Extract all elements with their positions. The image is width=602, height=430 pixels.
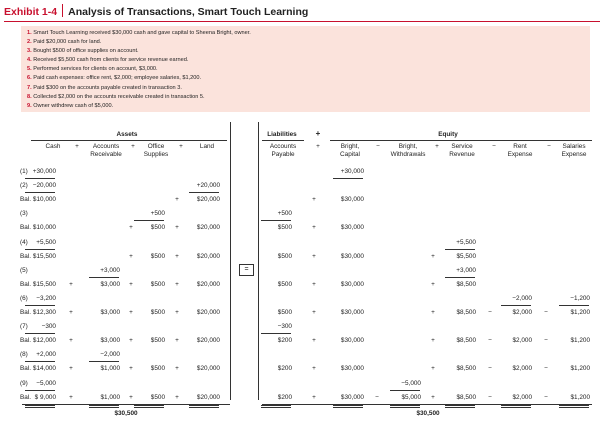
cell-ar: $1,000: [100, 393, 120, 401]
cell-ap: $500: [277, 280, 292, 288]
cell-land: $20,000: [196, 252, 220, 260]
row-op: −: [488, 309, 492, 316]
cell-sr: $5,500: [456, 252, 476, 260]
assets-heading: Assets: [116, 131, 138, 138]
final-double-underline: [89, 405, 119, 406]
row-label: (1): [20, 168, 28, 175]
entry-underline: [189, 192, 219, 193]
col-se-line1: Salaries: [562, 143, 586, 150]
row-op: +: [431, 252, 435, 260]
row-op: +: [175, 309, 179, 316]
vertical-divider-left: [230, 122, 231, 400]
cell-bc: $30,000: [340, 196, 364, 204]
transaction-text: Performed services for clients on account, $3,000.: [33, 66, 158, 73]
final-double-underline: [333, 405, 363, 406]
cell-ar: $3,000: [100, 280, 120, 288]
final-double-underline: [261, 407, 291, 408]
cell-cash: $14,000: [32, 365, 56, 373]
header-op: −: [547, 143, 551, 150]
liab-equity-total: $30,500: [416, 410, 440, 417]
header-op: +: [179, 143, 183, 150]
cell-ap: $500: [277, 309, 292, 316]
final-double-underline: [134, 405, 164, 406]
row-label: Bal.: [20, 365, 32, 373]
final-double-underline: [189, 405, 219, 406]
vertical-divider-right: [258, 122, 259, 400]
cell-cash: −3,200: [36, 294, 56, 302]
transaction-number: 6.: [27, 75, 32, 82]
cell-land: $20,000: [196, 280, 220, 288]
transaction-number: 3.: [27, 48, 32, 55]
entry-underline: [390, 390, 420, 391]
col-os-line1: Office: [147, 143, 165, 150]
entry-underline: [25, 305, 55, 306]
cell-se: $1,200: [570, 309, 590, 316]
cell-sr: $8,500: [456, 365, 476, 373]
row-op: +: [312, 252, 316, 260]
row-op: +: [69, 365, 73, 373]
row-label: (9): [20, 379, 28, 387]
row-op: +: [69, 393, 73, 401]
transaction-text: Paid cash expenses: office rent, $2,000; employee salaries, $1,200.: [33, 75, 202, 82]
row-op: +: [431, 393, 435, 401]
cell-bc: $30,000: [340, 337, 364, 345]
row-label: (6): [20, 294, 28, 302]
row-op: +: [129, 309, 133, 316]
cell-re: $2,000: [512, 309, 532, 316]
row-label: Bal.: [20, 337, 32, 345]
liabilities-heading-rule: [262, 140, 304, 141]
cell-re: −2,000: [512, 294, 532, 302]
final-double-underline: [89, 407, 119, 408]
row-label: Bal.: [20, 196, 32, 204]
cell-ap: $200: [277, 393, 292, 401]
cell-os: +500: [150, 210, 165, 218]
cell-re: $2,000: [512, 337, 532, 345]
row-op: +: [431, 337, 435, 345]
cell-cash: +5,500: [36, 238, 56, 246]
cell-bc: $30,000: [340, 280, 364, 288]
header-op: −: [492, 143, 496, 150]
row-op: +: [175, 196, 179, 204]
row-op: −: [488, 365, 492, 373]
cell-sr: +3,000: [456, 266, 476, 274]
col-cash: Cash: [45, 143, 61, 150]
entry-underline: [25, 249, 55, 250]
equals-sign: =: [239, 264, 254, 276]
cell-land: $20,000: [196, 365, 220, 373]
col-ap-line1: Accounts: [269, 143, 297, 150]
transaction-number: 2.: [27, 39, 32, 46]
col-land: Land: [199, 143, 215, 150]
row-op: +: [129, 365, 133, 373]
cell-bw: $5,000: [401, 393, 421, 401]
cell-cash: +2,000: [36, 351, 56, 359]
cell-sr: $8,500: [456, 280, 476, 288]
row-op: −: [488, 393, 492, 401]
row-op: −: [544, 365, 548, 373]
entry-underline: [261, 220, 291, 221]
cell-cash: −5,000: [36, 379, 56, 387]
col-bc-line1: Bright,: [340, 143, 360, 150]
entry-underline: [559, 305, 589, 306]
assets-total: $30,500: [114, 410, 138, 417]
liabilities-heading: Liabilities: [267, 131, 297, 138]
transaction-number: 1.: [27, 30, 32, 36]
transaction-text: Bought $500 of office supplies on account.: [33, 48, 139, 55]
cell-cash: $ 9,000: [34, 393, 56, 401]
final-double-underline: [25, 405, 55, 406]
entry-underline: [134, 220, 164, 221]
row-label: Bal.: [20, 393, 32, 401]
final-double-underline: [445, 407, 475, 408]
transaction-text: Owner withdrew cash of $5,000.: [33, 102, 114, 109]
final-double-underline: [390, 405, 420, 406]
cell-cash: −300: [41, 323, 56, 331]
col-bw-line2: Withdrawals: [390, 151, 426, 158]
cell-cash: $12,000: [32, 337, 56, 345]
row-label: (2): [20, 182, 28, 190]
transaction-number: 5.: [27, 66, 32, 73]
row-op: +: [312, 365, 316, 373]
cell-os: $500: [150, 224, 165, 232]
cell-sr: +5,500: [456, 238, 476, 246]
row-label: Bal.: [20, 224, 32, 232]
row-label: Bal.: [20, 252, 32, 260]
entry-underline: [25, 178, 55, 179]
liab-equity-plus: +: [315, 129, 321, 138]
cell-land: $20,000: [196, 309, 220, 316]
cell-sr: $8,500: [456, 337, 476, 345]
row-op: +: [312, 280, 316, 288]
cell-os: $500: [150, 393, 165, 401]
transaction-number: 4.: [27, 57, 32, 64]
cell-ar: $3,000: [100, 337, 120, 345]
liab-equity-total-rule: [262, 404, 592, 405]
col-ap-line2: Payable: [271, 151, 295, 158]
cell-bc: $30,000: [340, 309, 364, 316]
final-double-underline: [501, 407, 531, 408]
assets-heading-rule: [31, 140, 227, 141]
col-ar-line1: Accounts: [92, 143, 120, 150]
final-double-underline: [25, 407, 55, 408]
final-double-underline: [559, 405, 589, 406]
cell-os: $500: [150, 309, 165, 316]
row-label: (5): [20, 266, 28, 274]
cell-se: −1,200: [570, 294, 590, 302]
row-op: +: [175, 365, 179, 373]
entry-underline: [89, 277, 119, 278]
col-re-line2: Expense: [507, 151, 533, 158]
transaction-text: Collected $2,000 on the accounts receivable created in transaction 5.: [33, 93, 205, 100]
row-label: Bal.: [20, 280, 32, 288]
transaction-text: Paid $300 on the accounts payable created in transaction 3.: [33, 84, 182, 91]
transaction-text: Received $5,500 cash from clients for service revenue earned.: [33, 57, 189, 64]
cell-os: $500: [150, 337, 165, 345]
exhibit-number: Exhibit 1-4: [4, 6, 58, 18]
final-double-underline: [559, 407, 589, 408]
row-op: +: [312, 393, 316, 401]
col-re-line1: Rent: [513, 143, 527, 150]
cell-cash: +30,000: [32, 168, 56, 175]
entry-underline: [333, 178, 363, 179]
final-double-underline: [501, 405, 531, 406]
final-double-underline: [189, 407, 219, 408]
cell-ar: +3,000: [100, 266, 120, 274]
header-op: +: [316, 143, 320, 150]
row-op: +: [69, 337, 73, 345]
cell-cash: $10,000: [32, 224, 56, 232]
transaction-text: Paid $20,000 cash for land.: [33, 39, 102, 46]
row-op: −: [375, 393, 379, 401]
row-op: +: [431, 309, 435, 316]
row-op: −: [488, 337, 492, 345]
equity-heading-rule: [330, 140, 592, 141]
row-label: (7): [20, 323, 28, 331]
header-op: +: [75, 143, 79, 150]
cell-ap: −300: [277, 323, 292, 331]
cell-cash: $12,300: [32, 309, 56, 316]
cell-cash: −20,000: [32, 182, 56, 190]
header-op: +: [131, 143, 135, 150]
row-op: +: [175, 224, 179, 232]
cell-ap: $500: [277, 224, 292, 232]
entry-underline: [445, 249, 475, 250]
cell-sr: $8,500: [456, 309, 476, 316]
col-bc-line2: Capital: [340, 151, 360, 158]
cell-os: $500: [150, 252, 165, 260]
transaction-number: 7.: [27, 84, 32, 91]
row-op: +: [431, 365, 435, 373]
row-op: −: [544, 393, 548, 401]
entry-underline: [261, 333, 291, 334]
cell-land: $20,000: [196, 337, 220, 345]
cell-ar: −2,000: [100, 351, 120, 359]
cell-bw: −5,000: [401, 379, 421, 387]
cell-re: $2,000: [512, 365, 532, 373]
cell-ap: $200: [277, 337, 292, 345]
cell-ap: +500: [277, 210, 292, 218]
cell-os: $500: [150, 280, 165, 288]
cell-ar: $3,000: [100, 309, 120, 316]
transaction-number: 9.: [27, 102, 32, 109]
cell-se: $1,200: [570, 393, 590, 401]
final-double-underline: [261, 405, 291, 406]
cell-bc: +30,000: [340, 168, 364, 175]
row-label: (8): [20, 351, 28, 359]
cell-land: +20,000: [196, 182, 220, 190]
cell-ap: $500: [277, 252, 292, 260]
cell-se: $1,200: [570, 337, 590, 345]
cell-cash: $15,500: [32, 280, 56, 288]
row-op: +: [129, 337, 133, 345]
exhibit-title: Analysis of Transactions, Smart Touch Learning: [68, 6, 309, 18]
row-op: +: [312, 224, 316, 232]
entry-underline: [445, 277, 475, 278]
cell-bc: $30,000: [340, 224, 364, 232]
row-op: +: [129, 224, 133, 232]
transaction-number: 8.: [27, 93, 32, 100]
row-op: +: [129, 280, 133, 288]
row-op: +: [129, 252, 133, 260]
cell-bc: $30,000: [340, 393, 364, 401]
row-op: +: [312, 309, 316, 316]
cell-land: $20,000: [196, 224, 220, 232]
cell-os: $500: [150, 365, 165, 373]
row-op: +: [312, 337, 316, 345]
row-op: +: [129, 393, 133, 401]
col-bw-line1: Bright,: [398, 143, 418, 150]
row-label: Bal.: [20, 309, 32, 316]
cell-cash: $15,500: [32, 252, 56, 260]
cell-land: $20,000: [196, 393, 220, 401]
header-op: +: [435, 143, 439, 150]
cell-sr: $8,500: [456, 393, 476, 401]
entry-underline: [25, 390, 55, 391]
final-double-underline: [390, 407, 420, 408]
cell-ap: $200: [277, 365, 292, 373]
final-double-underline: [134, 407, 164, 408]
cell-ar: $1,000: [100, 365, 120, 373]
entry-underline: [501, 305, 531, 306]
cell-bc: $30,000: [340, 365, 364, 373]
row-op: +: [312, 196, 316, 204]
cell-land: $20,000: [196, 196, 220, 204]
col-os-line2: Supplies: [143, 151, 169, 158]
col-ar-line2: Receivable: [90, 151, 122, 158]
row-op: +: [175, 280, 179, 288]
entry-underline: [25, 361, 55, 362]
col-sr-line1: Service: [451, 143, 473, 150]
cell-re: $2,000: [512, 393, 532, 401]
row-op: +: [69, 280, 73, 288]
final-double-underline: [333, 407, 363, 408]
row-label: (4): [20, 238, 28, 246]
final-double-underline: [445, 405, 475, 406]
equity-heading: Equity: [438, 131, 458, 138]
row-op: +: [175, 337, 179, 345]
row-op: −: [544, 337, 548, 345]
row-label: (3): [20, 210, 28, 218]
row-op: +: [431, 280, 435, 288]
col-sr-line2: Revenue: [449, 151, 475, 158]
row-op: +: [69, 309, 73, 316]
cell-cash: $10,000: [32, 196, 56, 204]
row-op: +: [175, 393, 179, 401]
header-op: −: [376, 143, 380, 150]
row-op: −: [544, 309, 548, 316]
cell-se: $1,200: [570, 365, 590, 373]
entry-underline: [25, 333, 55, 334]
row-op: +: [175, 252, 179, 260]
col-se-line2: Expense: [561, 151, 587, 158]
cell-bc: $30,000: [340, 252, 364, 260]
entry-underline: [25, 192, 55, 193]
entry-underline: [89, 361, 119, 362]
transaction-text: Smart Touch Learning received $30,000 cash and gave capital to Sheena Bright, owner.: [33, 30, 251, 36]
